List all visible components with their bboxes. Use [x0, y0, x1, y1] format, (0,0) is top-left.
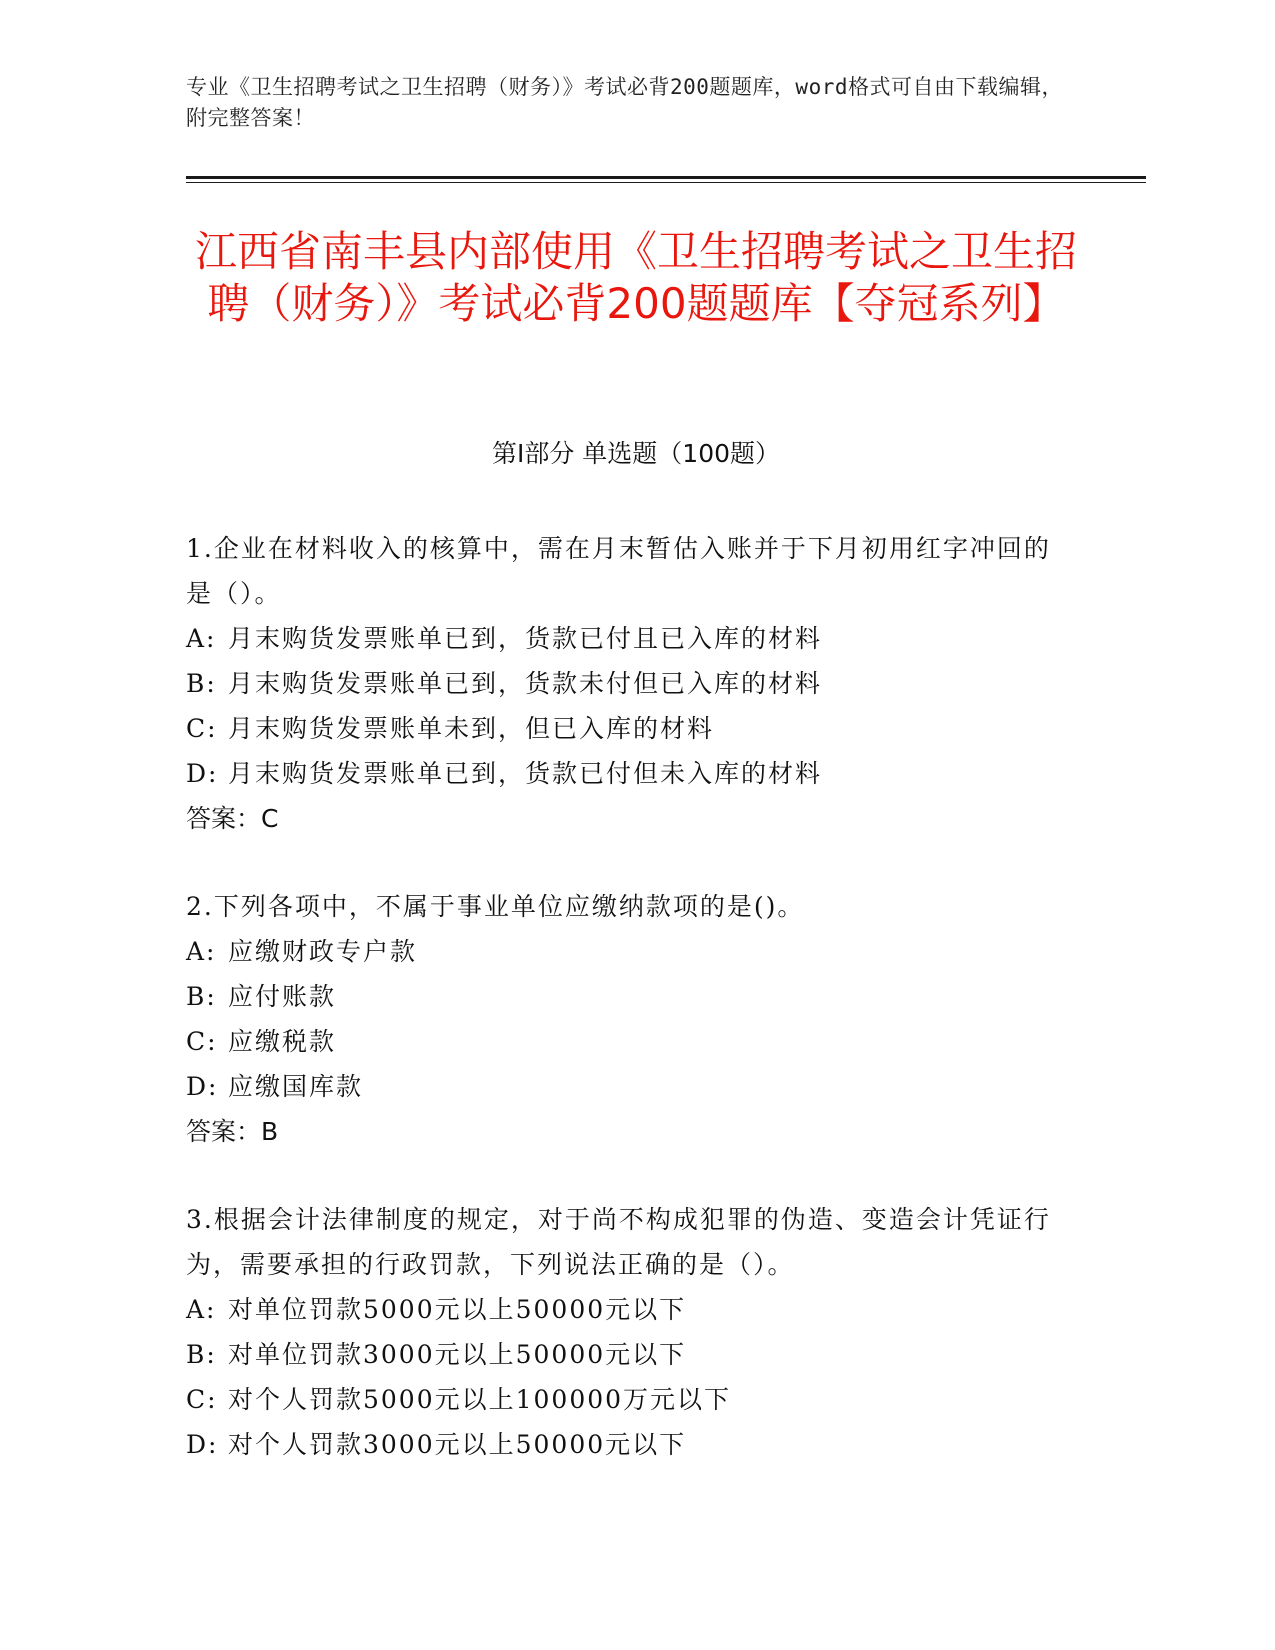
question-list	[186, 526, 1066, 1510]
option-text: 月末购货发票账单已到，货款未付但已入库的材料	[228, 669, 823, 698]
option-letter: C:	[186, 1027, 218, 1056]
question-2	[186, 884, 1066, 1154]
option-letter: A:	[186, 1295, 217, 1324]
option-d	[186, 751, 1066, 796]
option-text: 应付账款	[228, 982, 337, 1011]
option-text: 对单位罚款3000元以上50000元以下	[228, 1340, 687, 1369]
option-text: 月末购货发票账单未到，但已入库的材料	[228, 714, 715, 743]
option-text: 对个人罚款5000元以上100000万元以下	[228, 1385, 732, 1414]
option-letter: C:	[186, 1385, 218, 1414]
option-a	[186, 929, 1066, 974]
option-b	[186, 661, 1066, 706]
option-letter: B:	[186, 669, 217, 698]
header-note: 专业《卫生招聘考试之卫生招聘（财务）》考试必背200题题库，word格式可自由下载编辑，附完整答案！	[186, 75, 1063, 130]
option-text: 月末购货发票账单已到，货款已付且已入库的材料	[228, 624, 823, 653]
option-text: 应缴财政专户款	[228, 937, 418, 966]
option-letter: B:	[186, 1340, 217, 1369]
option-text: 对个人罚款3000元以上50000元以下	[228, 1430, 687, 1459]
header-rule-thin	[186, 182, 1146, 183]
option-text: 应缴税款	[228, 1027, 337, 1056]
option-letter: B:	[186, 982, 217, 1011]
option-text: 对单位罚款5000元以上50000元以下	[228, 1295, 687, 1324]
option-b	[186, 974, 1066, 1019]
option-c	[186, 706, 1066, 751]
question-stem: 3.根据会计法律制度的规定，对于尚不构成犯罪的伪造、变造会计凭证行为，需要承担的行政罚款，下列说法正确的是（）。	[186, 1205, 1051, 1279]
option-letter: A:	[186, 624, 217, 653]
option-letter: D:	[186, 1072, 219, 1101]
question-stem: 1.企业在材料收入的核算中，需在月末暂估入账并于下月初用红字冲回的是（）。	[186, 534, 1051, 608]
option-c	[186, 1377, 1066, 1422]
option-a	[186, 1287, 1066, 1332]
header-rule-thick	[186, 176, 1146, 179]
answer-text: 答案：C	[186, 804, 279, 833]
document-title: 江西省南丰县内部使用《卫生招聘考试之卫生招聘（财务）》考试必背200题题库【夺冠系列】	[194, 227, 1077, 328]
option-text: 应缴国库款	[228, 1072, 364, 1101]
option-d	[186, 1422, 1066, 1467]
option-b	[186, 1332, 1066, 1377]
option-a	[186, 616, 1066, 661]
option-letter: D:	[186, 1430, 219, 1459]
section-heading: 第Ⅰ部分 单选题（100题）	[491, 439, 781, 468]
option-c	[186, 1019, 1066, 1064]
question-3	[186, 1197, 1066, 1467]
answer-text: 答案：B	[186, 1117, 279, 1146]
option-d	[186, 1064, 1066, 1109]
option-letter: C:	[186, 714, 218, 743]
option-letter: D:	[186, 759, 219, 788]
question-1	[186, 526, 1066, 841]
option-text: 月末购货发票账单已到，货款已付但未入库的材料	[228, 759, 823, 788]
question-stem: 2.下列各项中，不属于事业单位应缴纳款项的是()。	[186, 892, 805, 921]
option-letter: A:	[186, 937, 217, 966]
